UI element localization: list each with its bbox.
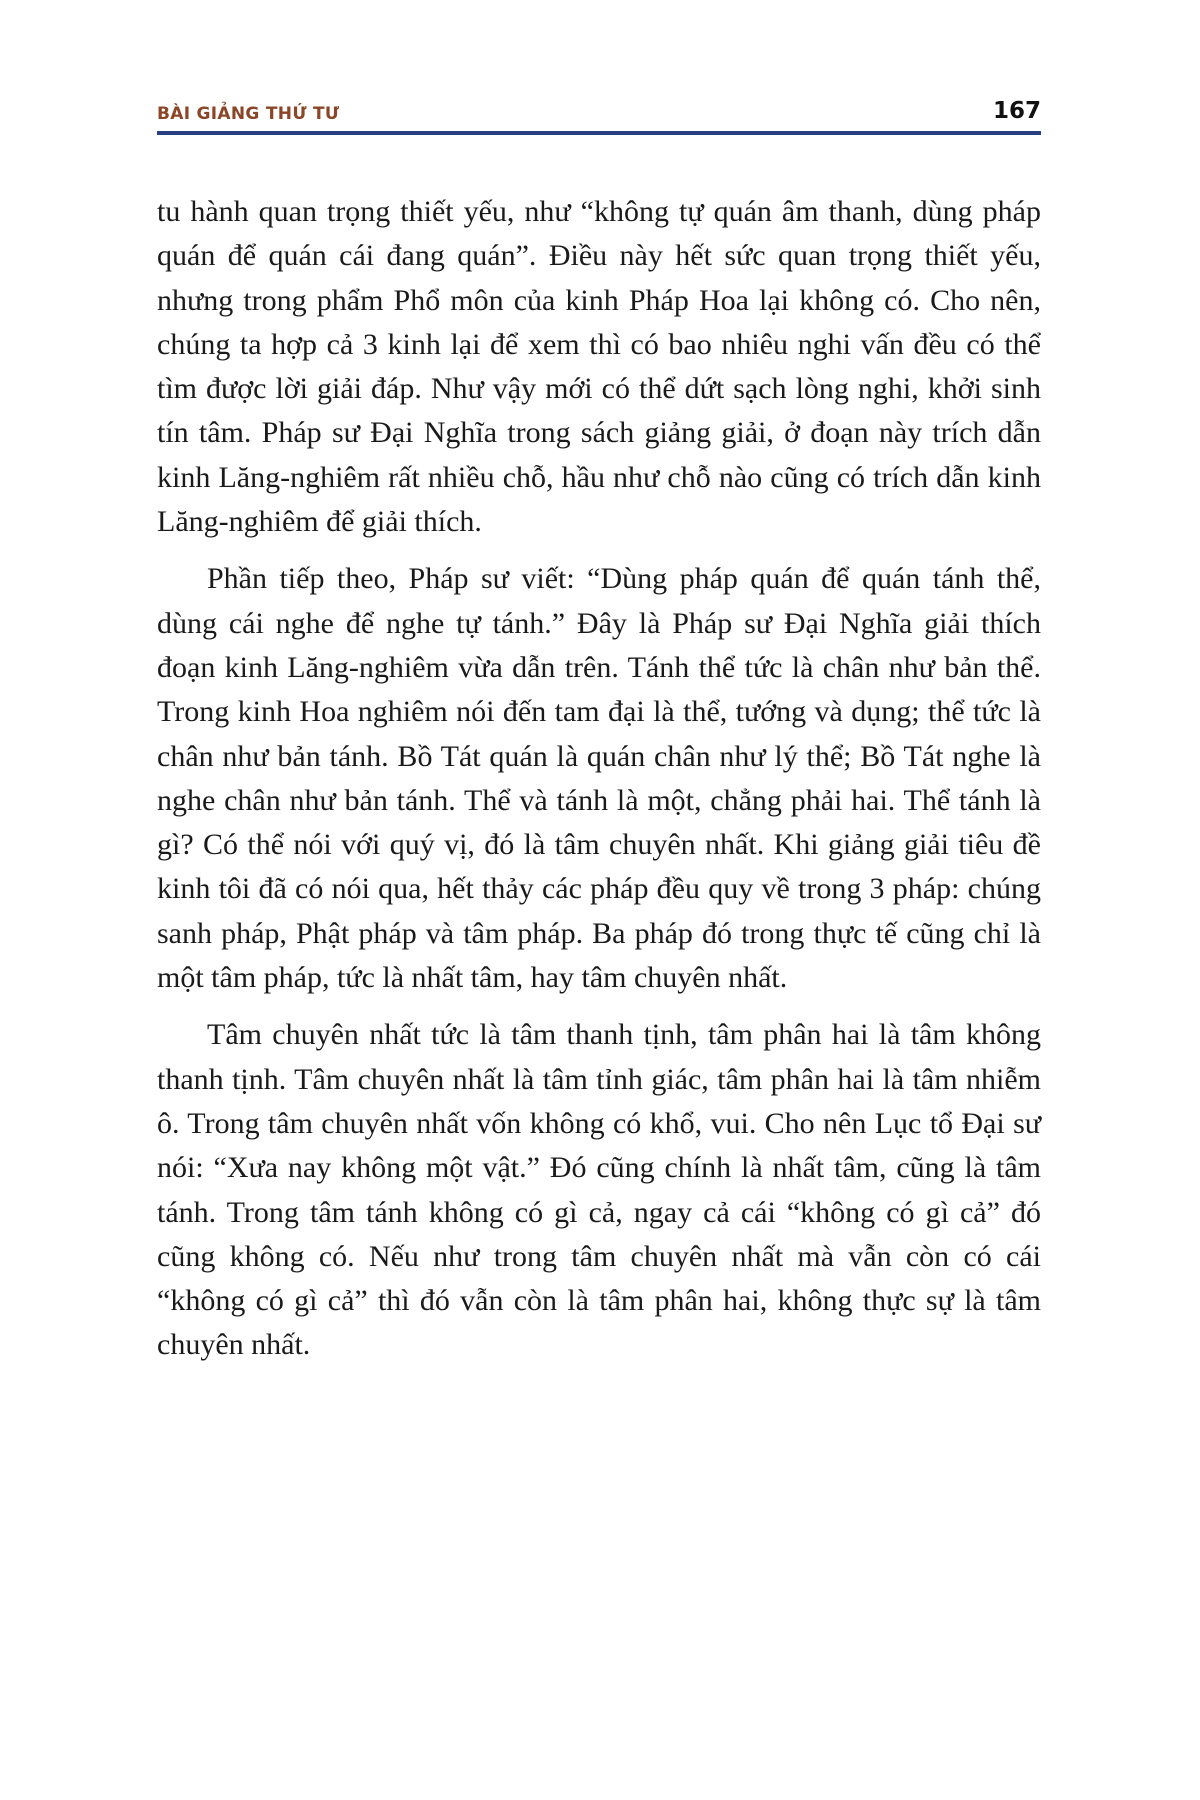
page-number: 167 (992, 98, 1041, 124)
paragraph: Tâm chuyên nhất tức là tâm thanh tịnh, tâm phân hai là tâm không thanh tịnh. Tâm chuyên nhất là tâm tỉnh giác, tâm phân hai là tâm nhiễm ô. Trong tâm chuyên nhất vốn không có khổ, vui. Cho nên Lục tổ Đại sư nói: “Xưa nay không một vật.” Đó cũng chính là nhất tâm, cũng là tâm tánh. Trong tâm tánh không có gì cả, ngay cả cái “không có gì cả” đó cũng không có. Nếu như trong tâm chuyên nhất mà vẫn còn có cái “không có gì cả” thì đó vẫn còn là tâm phân hai, không thực sự là tâm chuyên nhất. (157, 1018, 1041, 1362)
running-title: BÀI GIẢNG THỨ TƯ (157, 104, 340, 124)
paragraph: Phần tiếp theo, Pháp sư viết: “Dùng pháp quán để quán tánh thể, dùng cái nghe để nghe tự tánh.” Đây là Pháp sư Đại Nghĩa giải thích đoạn kinh Lăng-nghiêm vừa dẫn trên. Tánh thể tức là chân như bản thể. Trong kinh Hoa nghiêm nói đến tam đại là thể, tướng và dụng; thể tức là chân như bản tánh. Bồ Tát quán là quán chân như lý thể; Bồ Tát nghe là nghe chân như bản tánh. Thể và tánh là một, chẳng phải hai. Thể tánh là gì? Có thể nói với quý vị, đó là tâm chuyên nhất. Khi giảng giải tiêu đề kinh tôi đã có nói qua, hết thảy các pháp đều quy về trong 3 pháp: chúng sanh pháp, Phật pháp và tâm pháp. Ba pháp đó trong thực tế cũng chỉ là một tâm pháp, tức là nhất tâm, hay tâm chuyên nhất. (157, 562, 1041, 995)
header-rule (157, 131, 1041, 135)
body-text (157, 190, 1041, 1381)
paragraph: tu hành quan trọng thiết yếu, như “không tự quán âm thanh, dùng pháp quán để quán cái đang quán”. Điều này hết sức quan trọng thiết yếu, nhưng trong phẩm Phổ môn của kinh Pháp Hoa lại không có. Cho nên, chúng ta hợp cả 3 kinh lại để xem thì có bao nhiêu nghi vấn đều có thể tìm được lời giải đáp. Như vậy mới có thể dứt sạch lòng nghi, khởi sinh tín tâm. Pháp sư Đại Nghĩa trong sách giảng giải, ở đoạn này trích dẫn kinh Lăng-nghiêm rất nhiều chỗ, hầu như chỗ nào cũng có trích dẫn kinh Lăng-nghiêm để giải thích. (157, 195, 1041, 539)
page-header (157, 100, 1041, 136)
